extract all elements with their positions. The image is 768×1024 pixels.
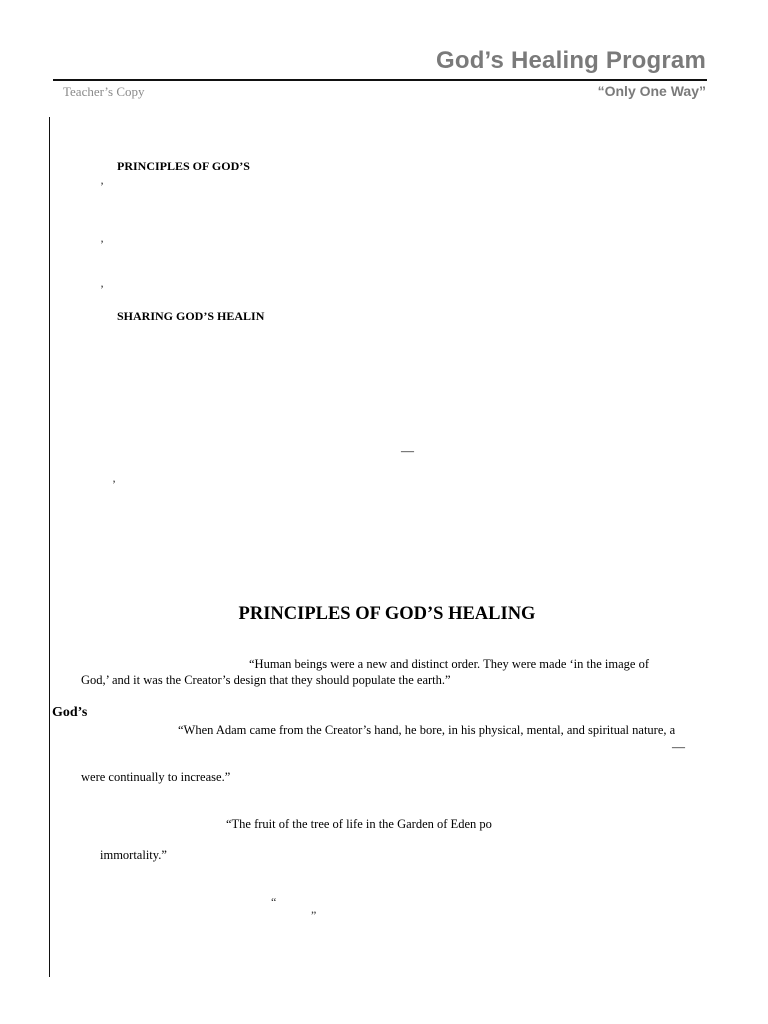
side-heading-gods: God’s: [52, 705, 88, 720]
quote-3-line-2: immortality.”: [100, 848, 167, 862]
section-title: PRINCIPLES OF GOD’S HEALING: [238, 604, 536, 624]
teachers-copy-label: Teacher’s Copy: [63, 84, 145, 99]
quote-2-line-2: were continually to increase.”: [81, 770, 231, 784]
open-quote-mark: “: [271, 895, 277, 909]
stray-mark: ’: [100, 179, 104, 193]
quote-1-line-1: “Human beings were a new and distinct order. They were made ‘in the image of: [249, 657, 649, 671]
document-title: God’s Healing Program: [435, 47, 706, 74]
stray-dash: —: [401, 443, 414, 458]
close-quote-mark: ”: [311, 908, 317, 922]
quote-2-line-1: “When Adam came from the Creator’s hand, he bore, in his physical, mental, and spiritual nature, a: [178, 723, 676, 737]
stray-dash: —: [672, 739, 685, 754]
header-divider: [53, 79, 707, 81]
stray-mark: ’: [100, 237, 104, 251]
left-margin-rule: [49, 117, 50, 977]
outline-heading-sharing: SHARING GOD’S HEALIN: [117, 309, 265, 323]
quote-1-line-2: God,’ and it was the Creator’s design that they should populate the earth.”: [81, 673, 451, 687]
stray-mark: ’: [112, 477, 116, 491]
outline-heading-principles: PRINCIPLES OF GOD’S: [117, 159, 250, 173]
document-subtitle: “Only One Way”: [597, 83, 706, 99]
stray-mark: ’: [100, 282, 104, 296]
quote-3-line-1: “The fruit of the tree of life in the Garden of Eden po: [226, 817, 492, 831]
